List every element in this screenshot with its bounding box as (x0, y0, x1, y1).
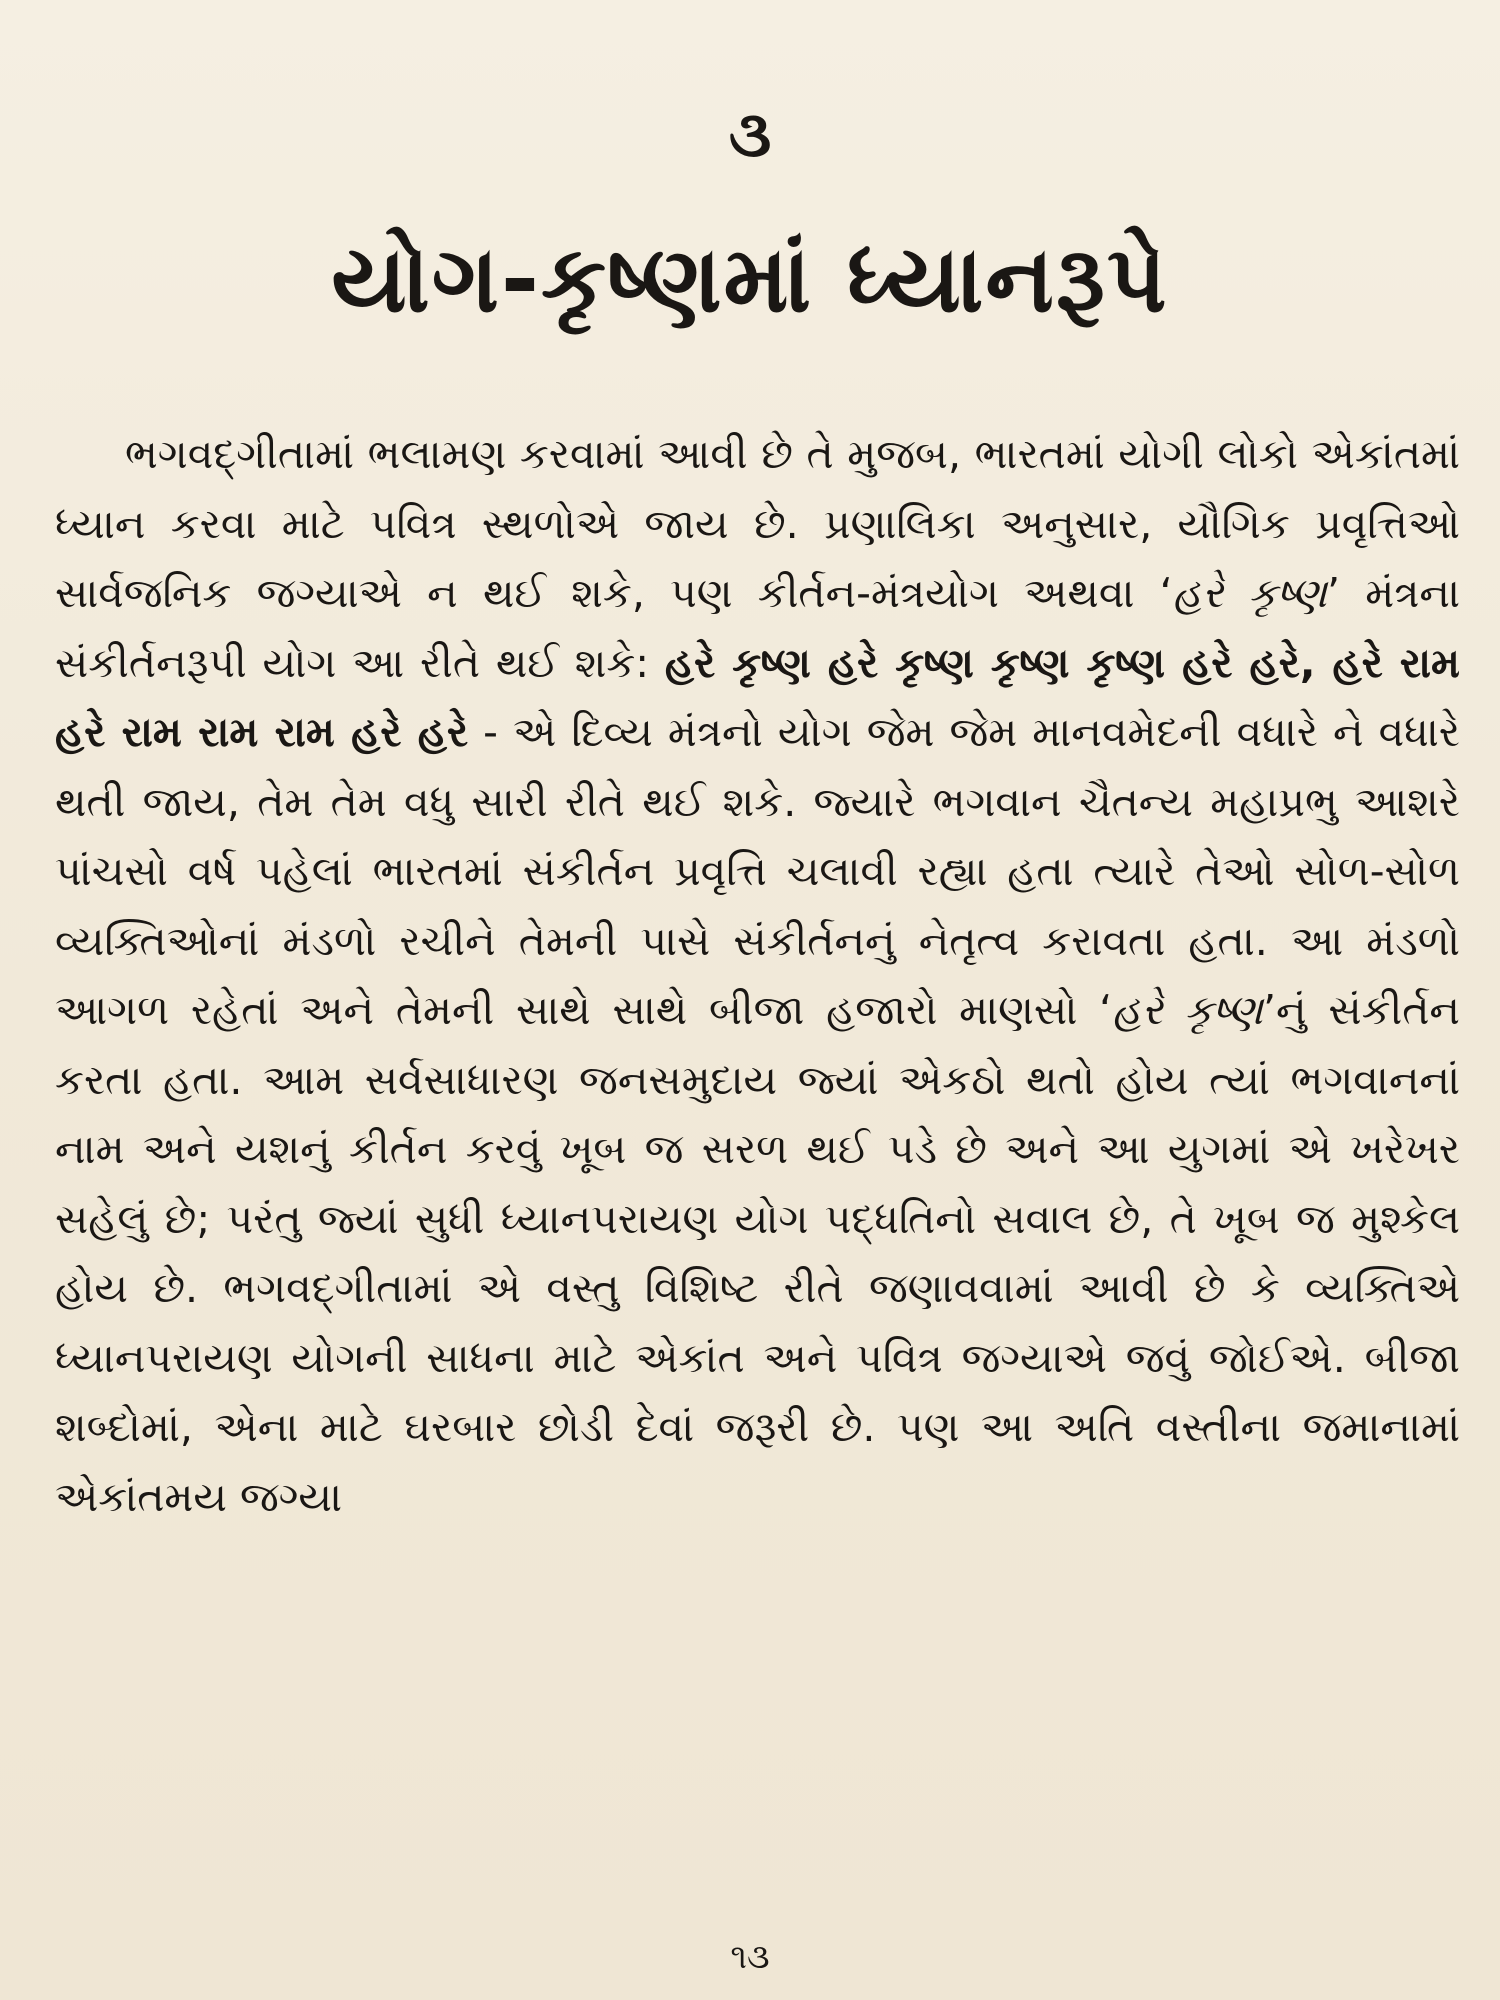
body-paragraph (55, 420, 1460, 1532)
chapter-title: યોગ-કૃષ્ણમાં ધ્યાનરૂપે (331, 226, 1169, 333)
body-text-part-4: ’નું સંકીર્તન કરતા હતા. આમ સર્વસાધારણ જનસમુદાય જ્યાં એકઠો થતો હોય ત્યાં ભગવાનનાં નામ અને યશનું કીર્તન કરવું ખૂબ જ સરળ થઈ પડે છે અને આ યુગમાં એ ખરેખર સહેલું છે; પરંતુ જ્યાં સુધી ધ્યાનપરાયણ યોગ પદ્ધતિનો સવાલ છે, તે ખૂબ જ મુશ્કેલ હોય છે. ભગવદ્ગીતામાં એ વસ્તુ વિશિષ્ટ રીતે જણાવવામાં આવી છે કે વ્યક્તિએ ધ્યાનપરાયણ યોગની સાધના માટે એકાંત અને પવિત્ર જગ્યાએ જવું જોઈએ. બીજા શબ્દોમાં, એના માટે ઘરબાર છોડી દેવાં જરૂરી છે. પણ આ અતિ વસ્તીના જમાનામાં એકાંતમય જગ્યા (55, 986, 1460, 1521)
body-text-part-2: ’ મંત્રના સંકીર્તનરૂપી યોગ આ રીતે થઈ શકે: (55, 569, 1460, 687)
page-number: ૧૩ (730, 1937, 770, 1977)
body-text-part-3: - એ દિવ્ય મંત્રનો યોગ જેમ જેમ માનવમેદની વધારે ને વધારે થતી જાય, તેમ તેમ વધુ સારી રીતે થઈ શકે. જ્યારે ભગવાન ચૈતન્ય મહાપ્રભુ આશરે પાંચસો વર્ષ પહેલાં ભારતમાં સંકીર્તન પ્રવૃત્તિ ચલાવી રહ્યા હતા ત્યારે તેઓ સોળ-સોળ વ્યક્તિઓનાં મંડળો રચીને તેમની પાસે સંકીર્તનનું નેતૃત્વ કરાવતા હતા. આ મંડળો આગળ રહેતાં અને તેમની સાથે સાથે બીજા હજારો માણસો ‘ (55, 708, 1461, 1034)
italic-mantra-1: હરે કૃષ્ણ (1172, 569, 1327, 617)
bold-maha-mantra: હરે કૃષ્ણ હરે કૃષ્ણ કૃષ્ણ કૃષ્ણ હરે હરે, હરે રામ હરે રામ રામ રામ હરે હરે (55, 638, 1460, 756)
italic-mantra-2: હરે કૃષ્ણ (1112, 986, 1263, 1034)
body-text-part-1: ભગવદ્ગીતામાં ભલામણ કરવામાં આવી છે તે મુજબ, ભારતમાં યોગી લોકો એકાંતમાં ધ્યાન કરવા માટે પવિત્ર સ્થળોએ જાય છે. પ્રણાલિકા અનુસાર, યૌગિક પ્રવૃત્તિઓ સાર્વજનિક જગ્યાએ ન થઈ શકે, પણ કીર્તન-મંત્રયોગ અથવા ‘ (55, 430, 1460, 617)
chapter-number: ૩ (728, 98, 772, 172)
